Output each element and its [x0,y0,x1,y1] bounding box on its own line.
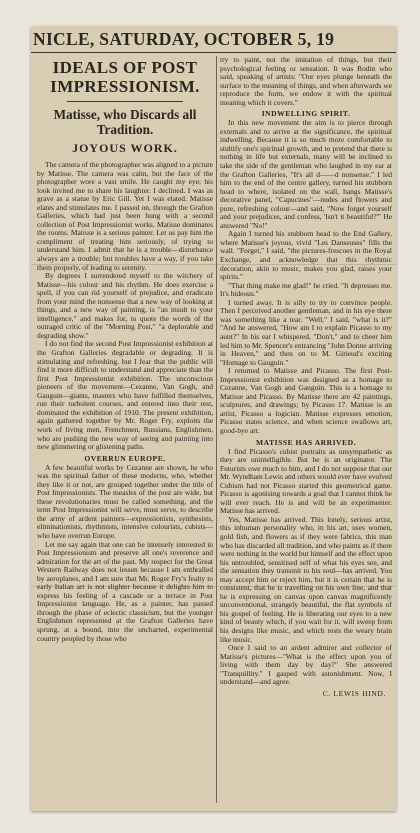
author-signature: C. LEWIS HIND. [322,688,386,698]
left-column [37,56,213,811]
paragraph: Let me say again that one can be intensely interested in Post Impressionism and preserve all one's reverence and admiration for the art of the past. My respect for the Great Western Railway does not lessen because I am enthralled by aeroplanes, and I am sure that Mr. Roger Fry's fealty to early Italian art is not slighter because it delights him to express his feeling of a cascade or a terrace in Post Impressionist language. He, as a painter, has passed through the phase of eclectic classicism, but the younger Englishmen represented at the Grafton Galleries have sprung, at a bound, into the uncharted, experimental country peopled by those who [37,539,213,643]
newspaper-clipping [31,26,396,811]
paragraph: "That thing make me glad!" he cried. "It depresses me. It's hideous." [220,280,392,299]
article-kicker: JOYOUS WORK. [72,141,178,155]
section-subhead: INDWELLING SPIRIT. [261,109,351,119]
paragraph: A few beautiful works by Cezanne are shown, he who was the spiritual father of these moderns, who, whether they like it or not, are grouped together under the title of Post Impressionists. The measles of the post are wide, but these revolutionaries must be called something, and the term Post Impressionist will serve, must serve, to describe the army of ardent painters—expressionists, synthesists, eliminationists, rhythmists, intensive colourists, cubists—who have overrun Europe. [37,462,213,540]
newspaper-masthead: NICLE, SATURDAY, OCTOBER 5, 19 [31,26,396,53]
paragraph: By degrees I surrendered myself to the witchery of Matisse—his colour and his rhythm. He does exercise a spell, if you can rid yourself of prejudice, and eradicate from your mind the nonsense that a new way of looking at things, and a new way of painting, is "an insult to your intelligence," and makes for, to quote the words of the outraged critic of the "Morning Post," "a deplorable and degrading show." [37,271,213,340]
section-subhead: MATISSE HAS ARRIVED. [256,437,356,447]
paragraph: I returned to Matisse and Picasso. The first Post-Impressionist exhibition was designed as a homage to Cezanne, Van Gogh and Gauguin. This is a homage to Matisse and Picasso. By Matisse there are 42 paintings, sculptures, and drawings; by Picasso 17. Matisse is an artist, Picasso a logician. Matisse expresses emotion, Picasso states science, and when science swallows art, good-bye art. [220,366,392,435]
right-column [220,56,392,811]
article-title: IDEALS OF POST IMPRESSIONISM. [50,58,200,96]
article-subtitle: Matisse, who Discards all Tradition. [53,107,197,137]
paragraph: I find Picasso's cubist portraits as unsympathetic as they are unintelligible. But he is an originator. The Futurists owe much to him, and I do not suppose that our Mr. Wyndham Lewis and others would ever have evolved Cubism had not Picasso started this geometrical game. Picasso is agonising towards a goal that I cannot think he will ever reach. He is and will be an experimenter. Matisse has arrived. [220,446,392,516]
section-subhead: OVERRUN EUROPE. [84,453,166,463]
paragraph: I turned away. It is silly to try to convince people. Then I perceived another gentleman, and in his eye there was something like a tear. "Well," I said, "what is it?" "And he answered, "How am I to explain Picasso to my aunt?" In his ear I whispered, "Don't," and to cheer him led him to Mr. Spencer's entrancing "John Donne arriving in Heaven," and then on to M. Girieud's exciting "Homage to Gauguin." [220,297,392,367]
paragraph: I do not find the second Post Impressionist exhibition at the Grafton Galleries degradable or degrading. It is stimulating and refreshing, but I fear that the public will find it more difficult to understand and appreciate than the first Post Impressionist exhibition. The unconscious pioneers of the movement—Cezanne, Van Gogh, and Gauguin—giants, masters who have fulfilled themselves, run their turbulent courses, and entered into their rest, dominated the exhibition of 1910. The present exhibition, again gathered together by Mr. Roger Fry, exploits the work of living men, Frenchmen, Russians, Englishmen, who are pushing the new way of seeing and painting into new glimmering or glistening paths. [37,339,213,452]
paragraph: Yes, Matisse has arrived. This lonely, serious artist, this inhuman personality who, in his art, uses women, gold fish, and flowers as if they were fabrics, this man who has discarded all tradition, and who paints as if there were nothing in the world but himself and the effect upon his untroubled, sensitised self of what his eyes see, and the sensation they transmit to his soul—has arrived. You may accept him or reject him, but it is certain that he is consistent, that he is travelling on his own line, and that he is expressing on canvas upon canvas magnificently unconventional, strangely beautiful, the flat symbols of his gospel of feeling. He is liberating our eyes to a new kind of beauty which, if you wait for it, will sweep from his designs like music, and which rests the weary brain like music. [220,514,392,644]
paragraph: In this new movement the aim is to pierce through externals and to arrive at the significance, the spiritual indwelling. Because it is so much more comfortable to stultify one's spiritual growth, and to pretend that there is nothing in life but externals, many will be inclined to take the side of the gentleman who laughed in my ear at the Grafton Galleries, "It's all d——d nonsense." I led him to the end of the centre gallery, turned his stubborn head to where, isolated on the wall, hangs Matisse's decorative panel, "Capucines"—nudes and flowers and pure, refreshing colour—and said, "Now forget yourself and your prejudices, and confess, 'Isn't it beautiful?'" He answered "No!" [220,118,392,230]
paragraph: Again I turned his stubborn head to the End Gallery, where Matisse's joyous, vivid "Les Danseuses" fills the wall. "Forget," I said, "the pictures-frescoes in the Royal Exchange, and acknowledge that this rhythmic decoration, akin to music, makes you glad, raises your spirits." [220,229,392,282]
title-rule [67,101,183,102]
paragraph: Once I said to an ardent admirer and collector of Matisse's pictures—"What is the effect upon you of living with them day by day?" She answered "Tranquillity." I gasped with astonishment. Now, I understand—and agree. [220,643,392,687]
paragraph: try to paint, not the imitation of things, but their psychological feeling or sensation. It was Rodin who said, speaking of artists: "Our eyes plunge beneath the surface to the meaning of things, and when afterwards we reproduce the form, we endow it with the spiritual meaning which it covers." [220,56,392,107]
paragraph: The camera of the photographer was aligned to a picture by Matisse. The camera was calm, but the face of the photographer wore a vast smile. He caught my eye; his look invited me to share his laughter. I declined. I was as grave as a statue by Eric Gill. Yet I was elated. Matisse elates and stimulates me. I passed on, through the Grafton Galleries, which had just been hung with a second collection of Post Impressionist works. Matisse dominates the rooms. Matisse is a serious painter. Let us pay him the compliment of treating him seriously, of trying to understand him. I admit that he is a trouble—disturbance always are a trouble; but troubles have a way, if you take them properly, of leading to serenity. [37,160,213,272]
column-rule [216,56,217,803]
